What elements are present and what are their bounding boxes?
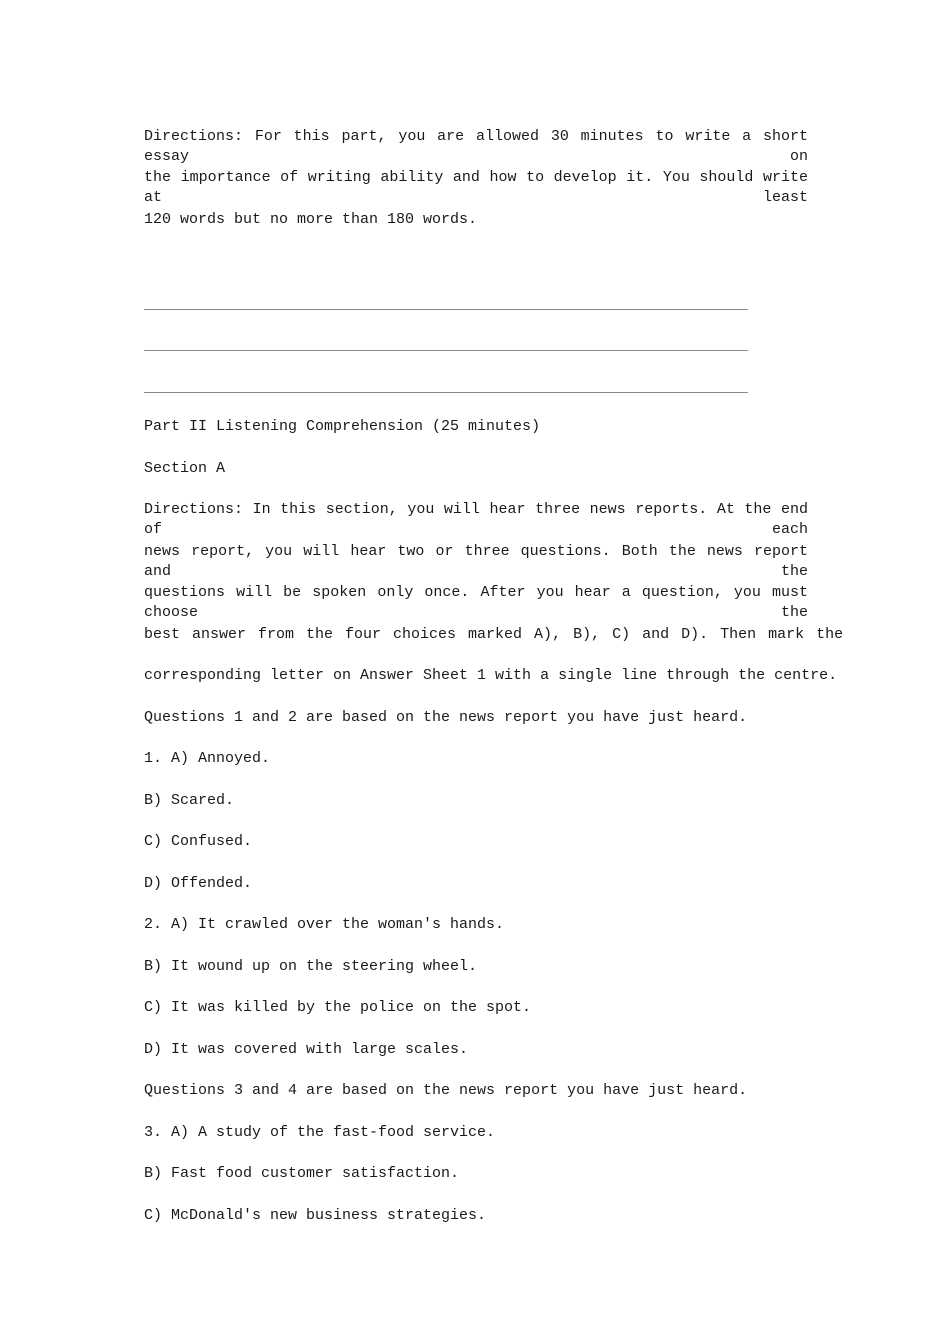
listening-directions-line-2: news report, you will hear two or three questions. Both the news report and the (144, 543, 808, 580)
listening-directions-line-5: corresponding letter on Answer Sheet 1 with a single line through the centre. (144, 667, 838, 684)
q1-option-d: D) Offended. (144, 875, 253, 892)
listening-directions-line-1: Directions: In this section, you will hear three news reports. At the end of each (144, 501, 808, 538)
q1-option-c: C) Confused. (144, 833, 253, 850)
q2-option-c: C) It was killed by the police on the spot. (144, 999, 532, 1016)
q1-option-a: 1. A) Annoyed. (144, 750, 271, 767)
writing-directions-line-3: 120 words but no more than 180 words. (144, 211, 478, 228)
question-group-intro: Questions 1 and 2 are based on the news report you have just heard. (144, 709, 748, 726)
q1-option-b: B) Scared. (144, 792, 235, 809)
answer-line-3[interactable] (144, 392, 748, 393)
answer-line-1[interactable] (144, 309, 748, 310)
writing-directions-line-1: Directions: For this part, you are allowed 30 minutes to write a short essay on (144, 128, 808, 165)
section-title: Section A (144, 460, 226, 477)
question-group-intro-2: Questions 3 and 4 are based on the news report you have just heard. (144, 1082, 748, 1099)
q3-option-b: B) Fast food customer satisfaction. (144, 1165, 460, 1182)
q2-option-a: 2. A) It crawled over the woman's hands. (144, 916, 505, 933)
q2-option-b: B) It wound up on the steering wheel. (144, 958, 478, 975)
listening-directions-line-4: best answer from the four choices marked A), B), C) and D). Then mark the (144, 626, 844, 643)
writing-directions-line-2: the importance of writing ability and how to develop it. You should write at least (144, 169, 808, 206)
listening-directions-line-3: questions will be spoken only once. After you hear a question, you must choose the (144, 584, 808, 621)
part-title: Part II Listening Comprehension (25 minutes) (144, 418, 541, 435)
q2-option-d: D) It was covered with large scales. (144, 1041, 469, 1058)
q3-option-c: C) McDonald's new business strategies. (144, 1207, 487, 1224)
q3-option-a: 3. A) A study of the fast-food service. (144, 1124, 496, 1141)
answer-line-2[interactable] (144, 350, 748, 351)
